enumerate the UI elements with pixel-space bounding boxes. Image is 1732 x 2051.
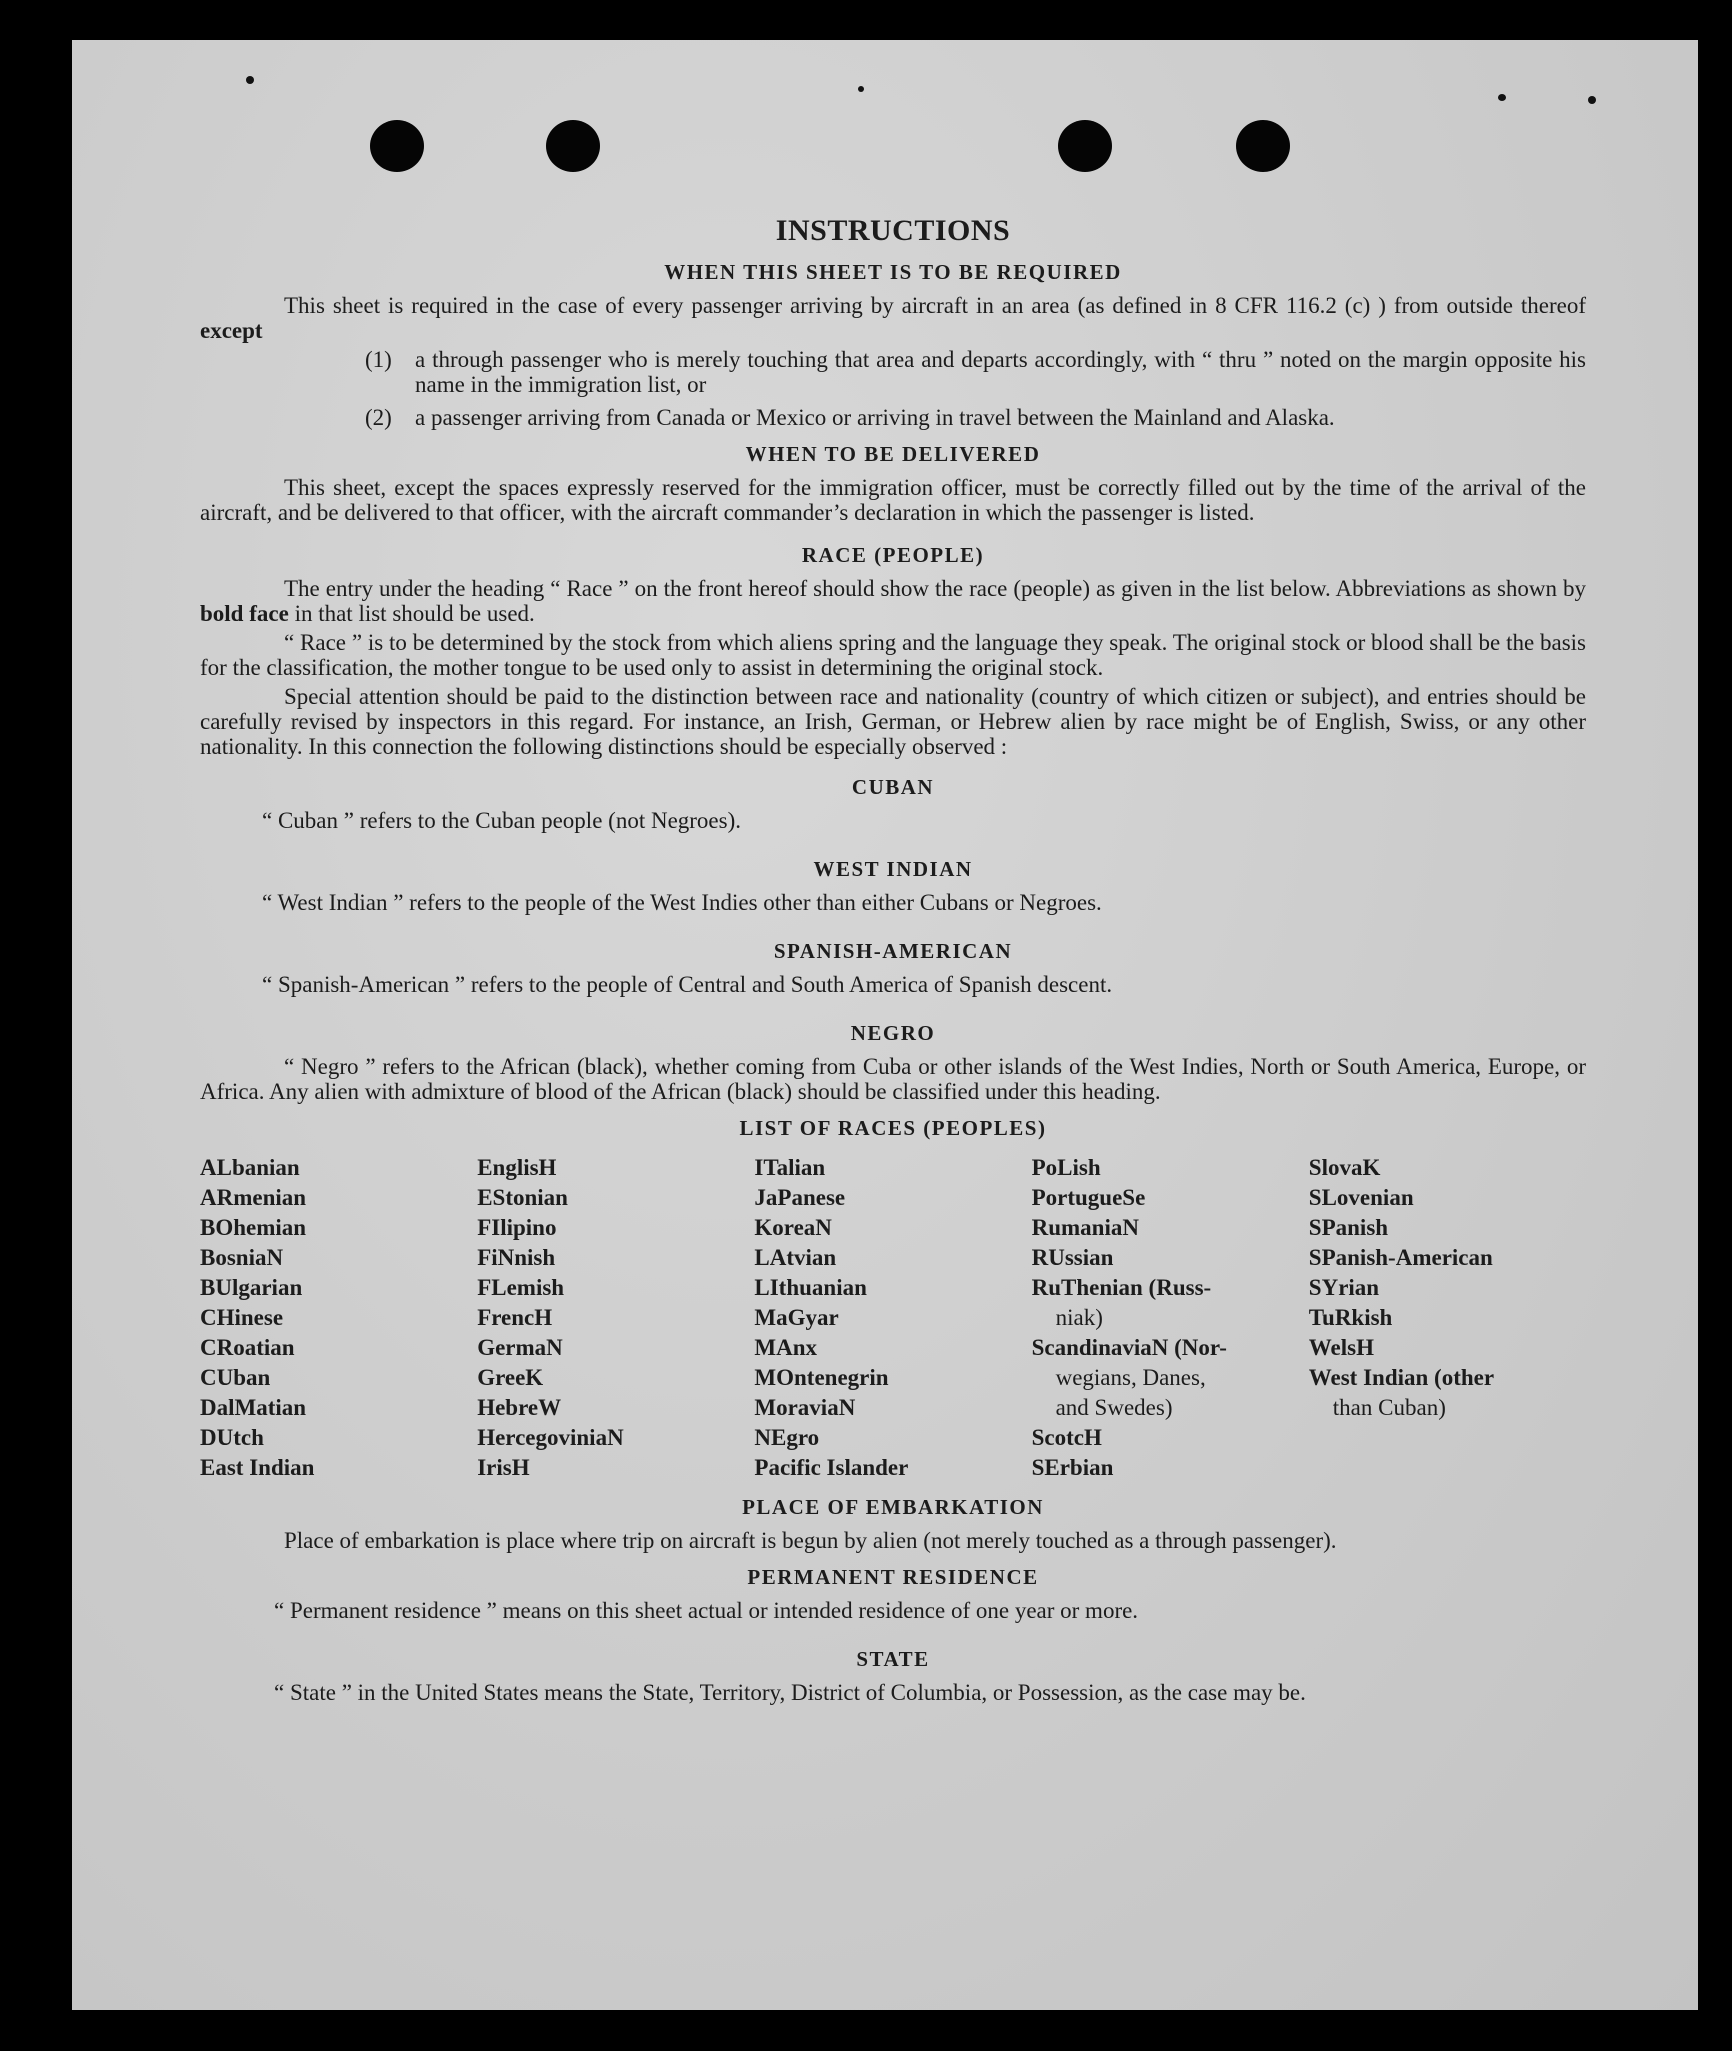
punch-hole bbox=[1236, 120, 1290, 172]
race-paragraph-3: Special attention should be paid to the distinction between race and nationality (country of which citizen or subject), and entries should be carefully revised by inspectors in this regard. For instance, an Irish, German, or Hebrew alien by race might be of English, Swiss, or any other nationality. In this connection the following distinctions should be especially observed : bbox=[200, 684, 1586, 759]
race-entry: ScandinaviaN (Nor- bbox=[1031, 1335, 1227, 1360]
race-entry: than Cuban) bbox=[1332, 1395, 1446, 1420]
document-page bbox=[72, 40, 1698, 2010]
heading-spanish-american: SPANISH-AMERICAN bbox=[773, 939, 1013, 963]
negro-text: “ Negro ” refers to the African (black), whether coming from Cuba or other islands of the West Indies, North or South America, Europe, or Africa. Any alien with admixture of blood of the African (black) should be classified under this heading. bbox=[200, 1054, 1586, 1104]
race-entry: JaPanese bbox=[754, 1185, 846, 1210]
race-entry: FiNnish bbox=[477, 1245, 556, 1270]
race-entry: PortugueSe bbox=[1031, 1185, 1146, 1210]
race-entry: ITalian bbox=[754, 1155, 826, 1180]
ink-speck bbox=[1498, 94, 1506, 101]
race-entry: SYrian bbox=[1308, 1275, 1380, 1300]
race-column bbox=[754, 1153, 1031, 1483]
race-entry: East Indian bbox=[200, 1455, 315, 1480]
race-paragraph-2: “ Race ” is to be determined by the stock from which aliens spring and the language they speak. The original stock or blood shall be the basis for the classification, the mother tongue to be used only to assist in determining the original stock. bbox=[200, 630, 1586, 680]
race-entry: SlovaK bbox=[1308, 1155, 1381, 1180]
race-entry: EStonian bbox=[477, 1185, 568, 1210]
race-entry: SPanish-American bbox=[1308, 1245, 1493, 1270]
race-entry: PoLish bbox=[1031, 1155, 1101, 1180]
race-entry: FLemish bbox=[477, 1275, 565, 1300]
race-entry: ARmenian bbox=[200, 1185, 307, 1210]
race-entry: and Swedes) bbox=[1055, 1395, 1173, 1420]
race-entry: LAtvian bbox=[754, 1245, 837, 1270]
race-paragraph-1: The entry under the heading “ Race ” on the front hereof should show the race (people) as given in the list below. Abbreviations as shown by bold face in that list should be used. bbox=[200, 576, 1586, 626]
heading-required: WHEN THIS SHEET IS TO BE REQUIRED bbox=[664, 260, 1122, 284]
punch-hole bbox=[370, 120, 424, 172]
west-indian-text: “ West Indian ” refers to the people of the West Indies other than either Cubans or Negroes. bbox=[262, 890, 1102, 915]
race-entry: IrisH bbox=[477, 1455, 530, 1480]
race-entry: TuRkish bbox=[1308, 1305, 1393, 1330]
race-entry: Pacific Islander bbox=[754, 1455, 909, 1480]
heading-list-of-races: LIST OF RACES (PEOPLES) bbox=[739, 1116, 1047, 1140]
race-column bbox=[477, 1153, 754, 1483]
punch-hole bbox=[1058, 120, 1112, 172]
race-entry: DUtch bbox=[200, 1425, 264, 1450]
race-entry: RUssian bbox=[1031, 1245, 1114, 1270]
race-entry: KoreaN bbox=[754, 1215, 832, 1240]
race-entry: GermaN bbox=[477, 1335, 563, 1360]
race-entry: HercegoviniaN bbox=[477, 1425, 624, 1450]
required-intro: This sheet is required in the case of every passenger arriving by aircraft in an area (as defined in 8 CFR 116.2 (c) ) from outside thereof except bbox=[200, 293, 1586, 343]
race-entry: FIlipino bbox=[477, 1215, 557, 1240]
race-entry: wegians, Danes, bbox=[1055, 1365, 1206, 1390]
heading-cuban: CUBAN bbox=[851, 775, 935, 799]
embarkation-text: Place of embarkation is place where trip on aircraft is begun by alien (not merely touched as a through passenger). bbox=[284, 1528, 1337, 1553]
heading-embarkation: PLACE OF EMBARKATION bbox=[742, 1495, 1044, 1519]
race-entry: ALbanian bbox=[200, 1155, 300, 1180]
race-entry: MOntenegrin bbox=[754, 1365, 889, 1390]
race-entry: niak) bbox=[1055, 1305, 1103, 1330]
race-entry: BOhemian bbox=[200, 1215, 307, 1240]
race-entry: FrencH bbox=[477, 1305, 553, 1330]
race-column bbox=[200, 1153, 477, 1483]
ink-speck bbox=[246, 76, 254, 84]
races-table bbox=[200, 1153, 1586, 1483]
race-entry: ScotcH bbox=[1031, 1425, 1102, 1450]
spanish-american-text: “ Spanish-American ” refers to the people of Central and South America of Spanish descent. bbox=[262, 972, 1113, 997]
race-entry: NEgro bbox=[754, 1425, 820, 1450]
race-entry: GreeK bbox=[477, 1365, 544, 1390]
race-entry: West Indian (other bbox=[1308, 1365, 1495, 1390]
race-entry: MAnx bbox=[754, 1335, 818, 1360]
heading-race: RACE (PEOPLE) bbox=[801, 543, 985, 567]
instructions-body bbox=[200, 170, 1586, 1709]
heading-delivered: WHEN TO BE DELIVERED bbox=[745, 442, 1041, 466]
race-entry: BosniaN bbox=[200, 1245, 284, 1270]
punch-hole bbox=[546, 120, 600, 172]
race-entry: MoraviaN bbox=[754, 1395, 856, 1420]
delivered-text: This sheet, except the spaces expressly reserved for the immigration officer, must be correctly filled out by the time of the arrival of the aircraft, and be delivered to that officer, with the aircraft commander’s declaration in which the passenger is listed. bbox=[200, 475, 1586, 525]
race-entry: CHinese bbox=[200, 1305, 284, 1330]
race-entry: SLovenian bbox=[1308, 1185, 1414, 1210]
race-entry: DalMatian bbox=[200, 1395, 307, 1420]
race-entry: EnglisH bbox=[477, 1155, 557, 1180]
race-entry: SErbian bbox=[1031, 1455, 1114, 1480]
race-entry: SPanish bbox=[1308, 1215, 1389, 1240]
race-entry: LIthuanian bbox=[754, 1275, 867, 1300]
race-entry: CRoatian bbox=[200, 1335, 295, 1360]
race-entry: MaGyar bbox=[754, 1305, 839, 1330]
ink-speck bbox=[858, 86, 864, 92]
race-column bbox=[1309, 1153, 1586, 1483]
race-entry: CUban bbox=[200, 1365, 271, 1390]
state-text: “ State ” in the United States means the State, Territory, District of Columbia, or Possession, as the case may be. bbox=[274, 1680, 1306, 1705]
cuban-text: “ Cuban ” refers to the Cuban people (not Negroes). bbox=[262, 808, 742, 833]
residence-text: “ Permanent residence ” means on this sheet actual or intended residence of one year or more. bbox=[274, 1598, 1139, 1623]
heading-negro: NEGRO bbox=[850, 1021, 936, 1045]
race-entry: RuThenian (Russ- bbox=[1031, 1275, 1212, 1300]
required-item: (1) a through passenger who is merely touching that area and departs accordingly, with “ thru ” noted on the margin opposite his name in the immigration list, or bbox=[365, 347, 1586, 397]
required-item: (2) a passenger arriving from Canada or Mexico or arriving in travel between the Mainland and Alaska. bbox=[365, 405, 1335, 430]
page-title: INSTRUCTIONS bbox=[775, 214, 1011, 247]
heading-state: STATE bbox=[856, 1647, 930, 1671]
race-column bbox=[1032, 1153, 1309, 1483]
ink-speck bbox=[1588, 96, 1596, 104]
race-entry: HebreW bbox=[477, 1395, 562, 1420]
race-entry: RumaniaN bbox=[1031, 1215, 1139, 1240]
heading-west-indian: WEST INDIAN bbox=[813, 857, 973, 881]
race-entry: WelsH bbox=[1308, 1335, 1374, 1360]
heading-residence: PERMANENT RESIDENCE bbox=[747, 1565, 1039, 1589]
race-entry: BUlgarian bbox=[200, 1275, 303, 1300]
